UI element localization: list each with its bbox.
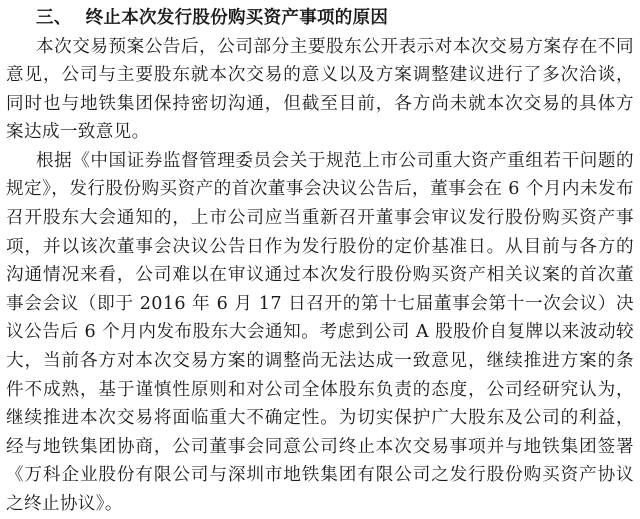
section-title: 终止本次发行股份购买资产事项的原因 — [85, 8, 389, 28]
section-number: 三、 — [36, 8, 72, 28]
document-body — [6, 4, 634, 519]
section-heading — [36, 4, 634, 33]
paragraph-1: 本次交易预案公告后，公司部分主要股东公开表示对本次交易方案存在不同意见，公司与主要股东就本次交易的意义以及方案调整建议进行了多次洽谈，同时也与地铁集团保持密切沟通，但截至目前，各方尚未就本次交易的具体方案达成一致意见。 — [6, 36, 634, 143]
paragraph-2: 根据《中国证券监督管理委员会关于规范上市公司重大资产重组若干问题的规定》，发行股份购买资产的首次董事会决议公告后，董事会在 6 个月内未发布召开股东大会通知的，上市公司应当重新召开董事会审议发行股份购买资产事项，并以该次董事会决议公告日作为发行股份的定价基准日。从目前与各方的沟通情况来看，公司难以在审议通过本次发行股份购买资产相关议案的首次董事会会议（即于 2016 年 6 月 17 日召开的第十七届董事会第十一次会议）决议公告后 6 个月内发布股东大会通知。考虑到公司 A 股股价自复牌以来波动较大，当前各方对本次交易方案的调整尚无法达成一致意见，继续推进方案的条件不成熟，基于谨慎性原则和对公司全体股东负责的态度，公司经研究认为，继续推进本次交易将面临重大不确定性。为切实保护广大股东及公司的利益，经与地铁集团协商，公司董事会同意公司终止本次交易事项并与地铁集团签署《万科企业股份有限公司与深圳市地铁集团有限公司之发行股份购买资产协议之终止协议》。 — [6, 150, 634, 514]
